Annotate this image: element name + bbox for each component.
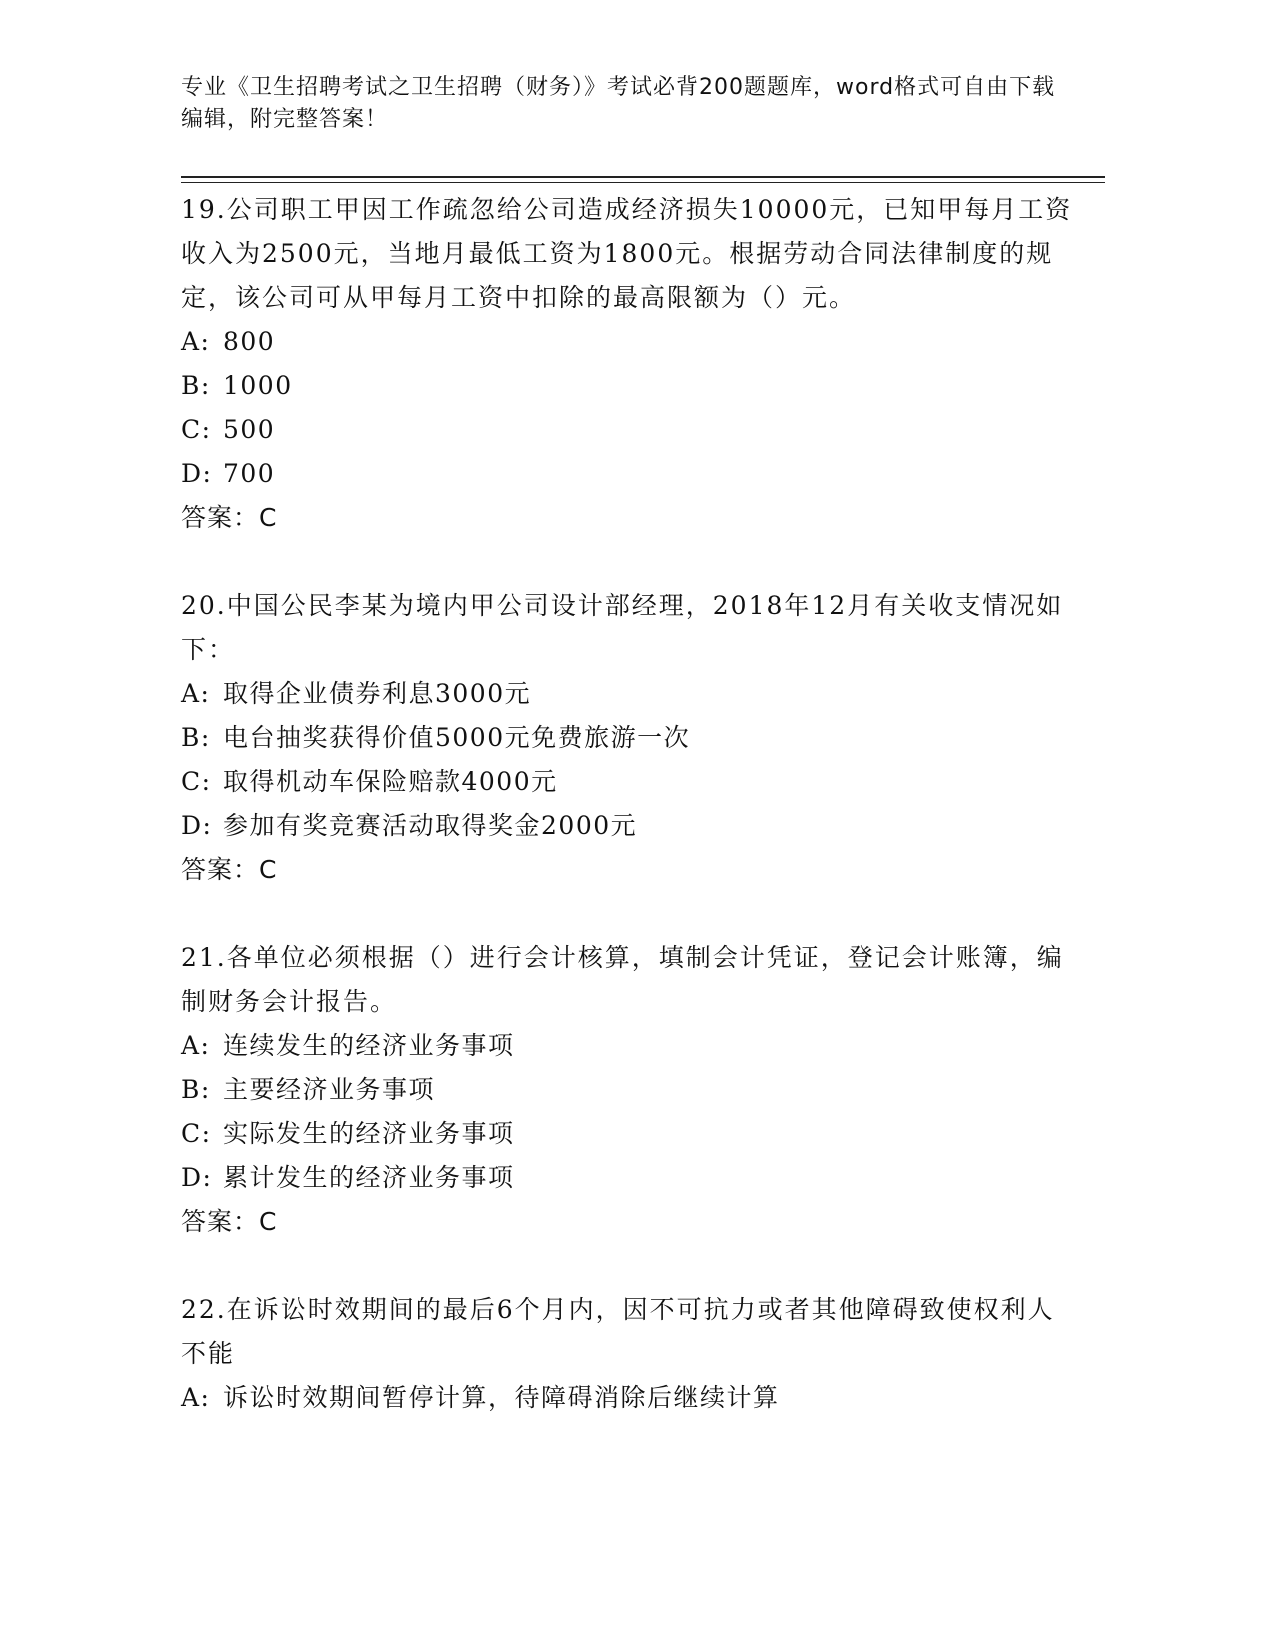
question-stem: 22.在诉讼时效期间的最后6个月内，因不可抗力或者其他障碍致使权利人不能: [181, 1295, 1055, 1368]
option-key: C:: [181, 1119, 212, 1148]
option-c: [181, 1112, 1081, 1156]
answer-line: 答案：C: [181, 1207, 278, 1236]
option-a: [181, 320, 1081, 364]
option-key: A:: [181, 1383, 211, 1412]
option-key: A:: [181, 327, 211, 356]
option-text: 电台抽奖获得价值5000元免费旅游一次: [223, 723, 691, 752]
option-b: [181, 364, 1081, 408]
option-key: B:: [181, 371, 211, 400]
spacer: [181, 540, 1081, 584]
option-key: D:: [181, 811, 213, 840]
option-b: [181, 1068, 1081, 1112]
question-19: [181, 188, 1081, 540]
question-stem: 20.中国公民李某为境内甲公司设计部经理，2018年12月有关收支情况如下：: [181, 591, 1064, 664]
option-key: A:: [181, 679, 211, 708]
option-text: 取得企业债券利息3000元: [223, 679, 532, 708]
option-text: 连续发生的经济业务事项: [223, 1031, 515, 1060]
option-c: [181, 408, 1081, 452]
spacer: [181, 1244, 1081, 1288]
header-divider-thick: [181, 176, 1105, 178]
option-key: D:: [181, 1163, 213, 1192]
option-key: B:: [181, 723, 211, 752]
question-21: [181, 936, 1081, 1244]
option-b: [181, 716, 1081, 760]
option-key: A:: [181, 1031, 211, 1060]
option-a: [181, 1376, 1081, 1420]
option-c: [181, 760, 1081, 804]
answer-line: 答案：C: [181, 855, 278, 884]
option-a: [181, 672, 1081, 716]
question-list: [181, 188, 1081, 1420]
spacer: [181, 892, 1081, 936]
option-text: 800: [223, 327, 276, 356]
option-d: [181, 1156, 1081, 1200]
option-text: 取得机动车保险赔款4000元: [223, 767, 558, 796]
option-a: [181, 1024, 1081, 1068]
option-key: C:: [181, 415, 212, 444]
option-text: 主要经济业务事项: [223, 1075, 436, 1104]
option-text: 700: [223, 459, 276, 488]
option-key: C:: [181, 767, 212, 796]
option-key: B:: [181, 1075, 211, 1104]
option-text: 1000: [223, 371, 293, 400]
document-header: 专业《卫生招聘考试之卫生招聘（财务）》考试必背200题题库，word格式可自由下载编辑，附完整答案！: [181, 75, 1056, 132]
question-22: [181, 1288, 1081, 1420]
header-divider-thin: [181, 182, 1105, 183]
option-text: 500: [223, 415, 276, 444]
option-d: [181, 452, 1081, 496]
question-20: [181, 584, 1081, 892]
option-text: 诉讼时效期间暂停计算，待障碍消除后继续计算: [223, 1383, 780, 1412]
question-stem: 19.公司职工甲因工作疏忽给公司造成经济损失10000元，已知甲每月工资收入为2500元，当地月最低工资为1800元。根据劳动合同法律制度的规定，该公司可从甲每月工资中扣除的最高限额为（）元。: [181, 195, 1073, 312]
option-text: 参加有奖竞赛活动取得奖金2000元: [223, 811, 638, 840]
option-text: 实际发生的经济业务事项: [223, 1119, 515, 1148]
question-stem: 21.各单位必须根据（）进行会计核算，填制会计凭证，登记会计账簿，编制财务会计报告。: [181, 943, 1064, 1016]
option-text: 累计发生的经济业务事项: [223, 1163, 515, 1192]
option-key: D:: [181, 459, 213, 488]
option-d: [181, 804, 1081, 848]
answer-line: 答案：C: [181, 503, 278, 532]
